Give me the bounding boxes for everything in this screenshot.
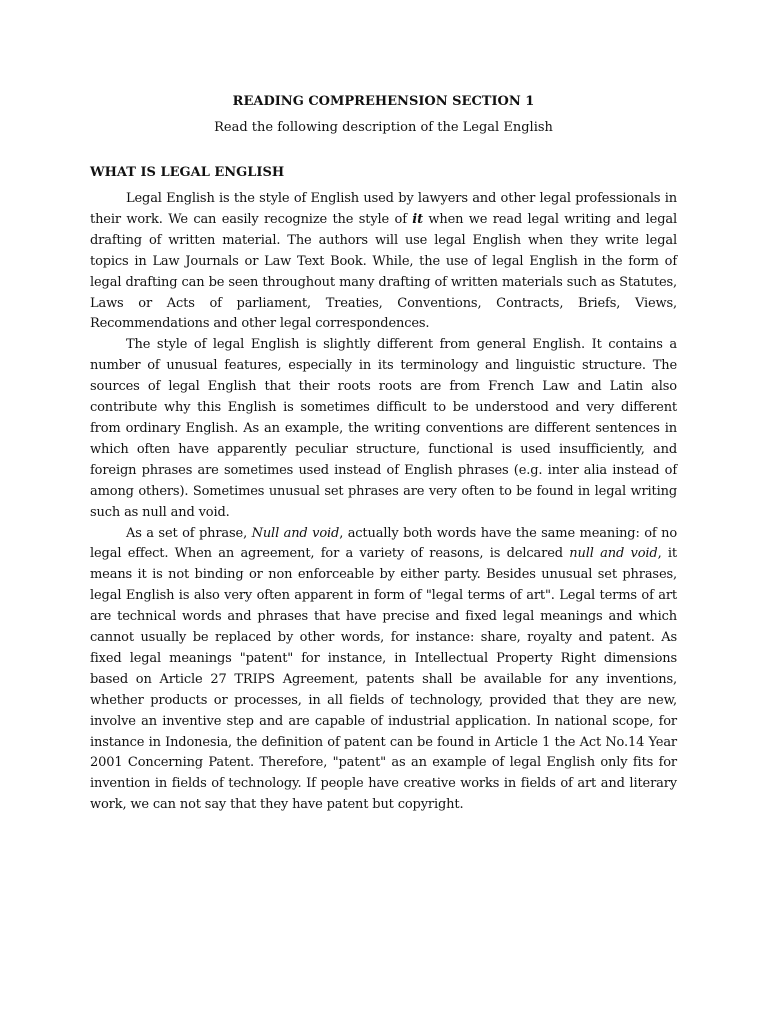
instruction-subtitle: Read the following description of the Legal English xyxy=(214,120,553,135)
section-title: READING COMPREHENSION SECTION 1 xyxy=(232,94,535,109)
article-heading: WHAT IS LEGAL ENGLISH xyxy=(90,165,285,180)
paragraph-1 xyxy=(90,189,677,335)
paragraph-1-text-b: when we read legal writing and legal drafting of written material. The authors will use legal English when they write legal topics in Law Journals or Law Text Book. While, the use of legal English in the form of legal drafting can be seen throughout many drafting of written materials such as Statutes, Laws or Acts of parliament, Treaties, Conventions, Contracts, Briefs, Views, Recommendations and other legal correspondences. xyxy=(90,211,677,332)
article-body xyxy=(90,189,677,816)
paragraph-1-emphasis: it xyxy=(412,211,423,227)
paragraph-3 xyxy=(90,524,677,817)
paragraph-3-text-c: , it means it is not binding or non enforceable by either party. Besides unusual set phrases, legal English is also very often apparent in form of "legal terms of art". Legal terms of art are technical words and phrases that have precise and fixed legal meanings and which cannot usually be replaced by other words, for instance: share, royalty and patent. As fixed legal meanings "patent" for instance, in Intellectual Property Right dimensions based on Article 27 TRIPS Agreement, patents shall be available for any inventions, whether products or processes, in all fields of technology, provided that they are new, involve an inventive step and are capable of industrial application. In national scope, for instance in Indonesia, the definition of patent can be found in Article 1 the Act No.14 Year 2001 Concerning Patent. Therefore, "patent" as an example of legal English only fits for invention in fields of technology. If people have creative works in fields of art and literary work, we can not say that they have patent but copyright. xyxy=(90,546,678,813)
paragraph-1-text-a: Legal English is the style of English used by lawyers and other legal professionals in their work. We can easily recognize the style of xyxy=(90,191,677,227)
paragraph-3-text-b: , actually both words have the same meaning: of no legal effect. When an agreement, for a variety of reasons, is delcared xyxy=(90,525,678,562)
paragraph-2: The style of legal English is slightly different from general English. It contains a number of unusual features, especially in its terminology and linguistic structure. The sources of legal English that their roots roots are from French Law and Latin also contribute why this English is sometimes difficult to be understood and very different from ordinary English. As an example, the writing conventions are different sentences in which often have apparently peculiar structure, functional is used insufficiently, and foreign phrases are sometimes used instead of English phrases (e.g. inter alia instead of among others). Sometimes unusual set phrases are very often to be found in legal writing such as null and void. xyxy=(90,337,677,520)
paragraph-3-italic-1: Null and void xyxy=(251,525,340,541)
paragraph-3-text-a: As a set of phrase, xyxy=(126,525,252,541)
paragraph-3-italic-2: null and void xyxy=(569,546,658,562)
document-page xyxy=(90,92,677,816)
